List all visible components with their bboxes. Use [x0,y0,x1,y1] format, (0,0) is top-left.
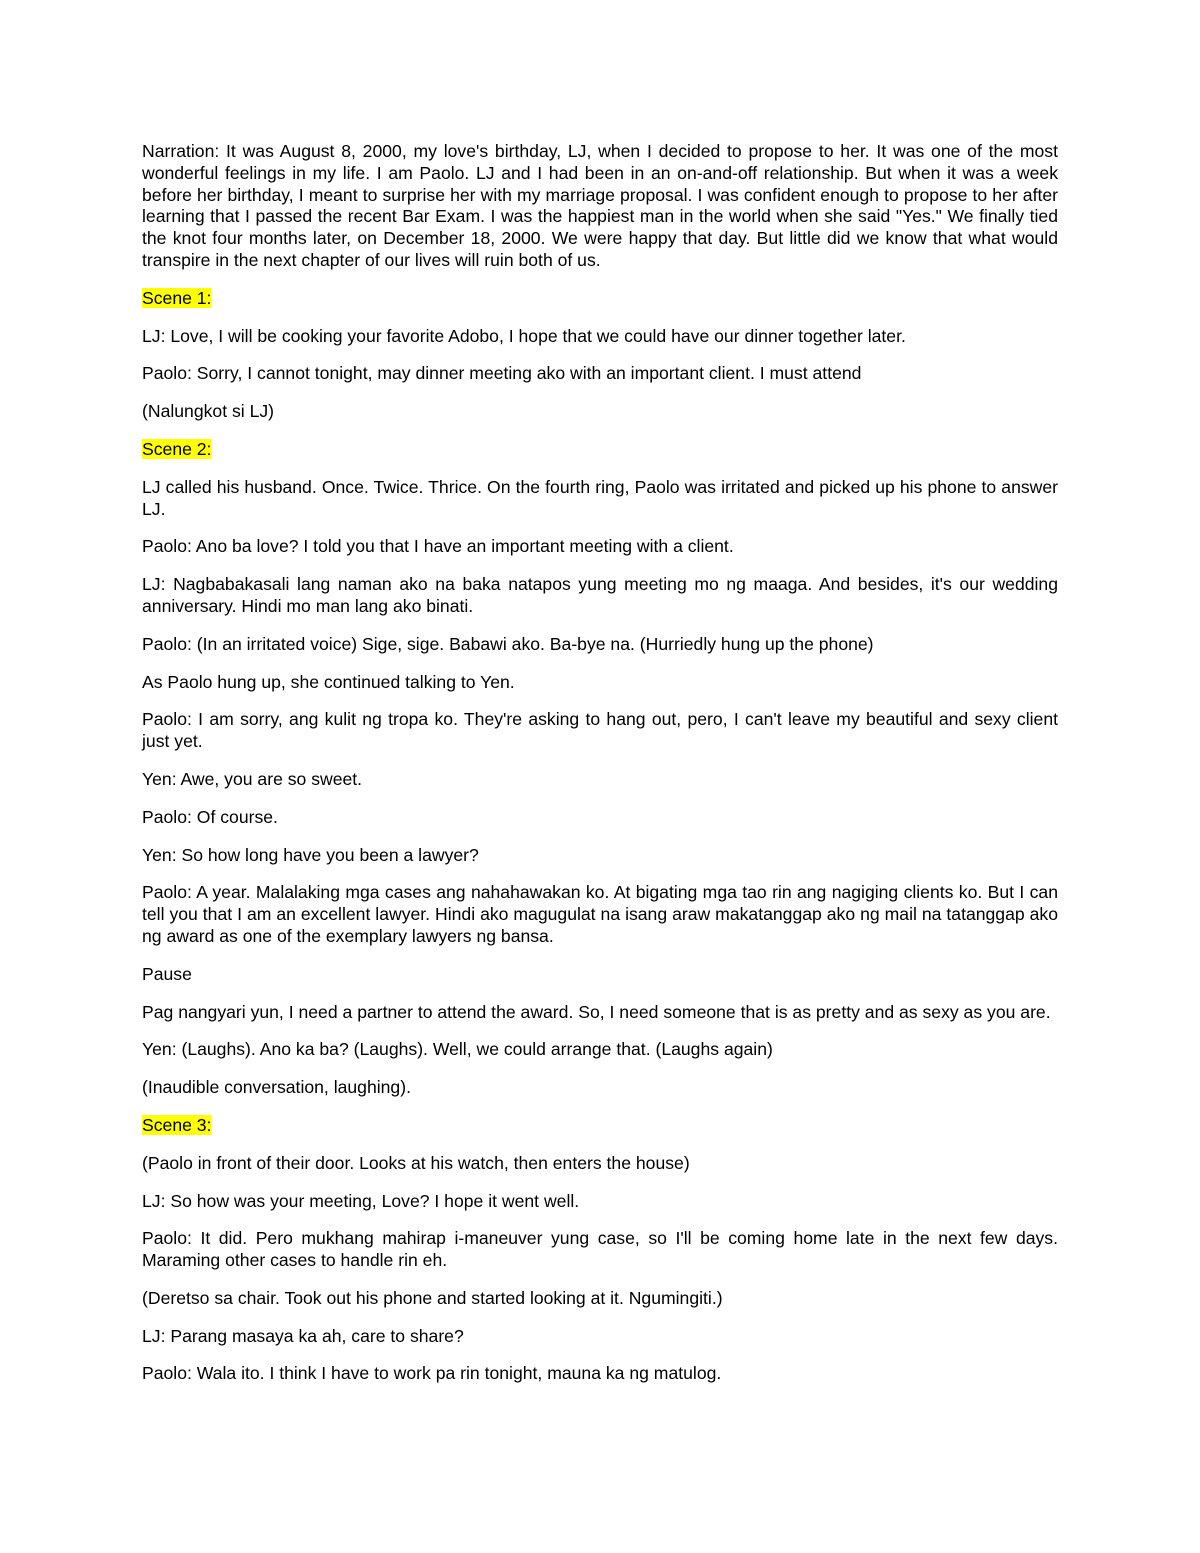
dialogue-paragraph: Yen: So how long have you been a lawyer? [142,844,479,865]
scene-heading [142,439,1058,461]
dialogue-paragraph: LJ: Love, I will be cooking your favorite Adobo, I hope that we could have our dinner together later. [142,325,906,346]
highlighted-scene-label: Scene 2: [142,438,212,459]
dialogue-paragraph: LJ called his husband. Once. Twice. Thrice. On the fourth ring, Paolo was irritated and picked up his phone to answer LJ. [142,476,1058,519]
dialogue-paragraph: Paolo: (In an irritated voice) Sige, sige. Babawi ako. Ba-bye na. (Hurriedly hung up the phone) [142,633,874,654]
dialogue-paragraph: Pause [142,963,192,984]
dialogue-paragraph: Paolo: Ano ba love? I told you that I have an important meeting with a client. [142,536,734,557]
dialogue-paragraph: Yen: Awe, you are so sweet. [142,768,363,789]
dialogue-paragraph: Paolo: I am sorry, ang kulit ng tropa ko. They're asking to hang out, pero, I can't leave my beautiful and sexy client just yet. [142,709,1058,752]
dialogue-paragraph: (Nalungkot si LJ) [142,401,275,422]
narration-paragraph: Narration: It was August 8, 2000, my love's birthday, LJ, when I decided to propose to her. It was one of the most wonderful feelings in my life. I am Paolo. LJ and I had been in an on-and-off relationship. But when it was a week before her birthday, I meant to surprise her with my marriage proposal. I was confident enough to propose to her after learning that I passed the recent Bar Exam. I was the happiest man in the world when she said "Yes." We finally tied the knot four months later, on December 18, 2000. We were happy that day. But little did we know that what would transpire in the next chapter of our lives will ruin both of us. [142,141,1058,270]
dialogue-paragraph: Paolo: Wala ito. I think I have to work pa rin tonight, mauna ka ng matulog. [142,1363,722,1384]
document-page [142,141,1058,1401]
dialogue-paragraph: LJ: So how was your meeting, Love? I hope it went well. [142,1190,580,1211]
dialogue-paragraph: (Paolo in front of their door. Looks at his watch, then enters the house) [142,1152,690,1173]
dialogue-paragraph: Paolo: Of course. [142,806,278,827]
scene-heading [142,288,1058,310]
dialogue-paragraph: (Deretso sa chair. Took out his phone and started looking at it. Ngumingiti.) [142,1287,723,1308]
dialogue-paragraph: (Inaudible conversation, laughing). [142,1077,411,1098]
dialogue-paragraph: Paolo: It did. Pero mukhang mahirap i-maneuver yung case, so I'll be coming home late in the next few days. Maraming other cases to handle rin eh. [142,1228,1058,1271]
highlighted-scene-label: Scene 3: [142,1114,212,1135]
scene-heading [142,1115,1058,1137]
dialogue-paragraph: As Paolo hung up, she continued talking to Yen. [142,671,515,692]
dialogue-paragraph: Yen: (Laughs). Ano ka ba? (Laughs). Well, we could arrange that. (Laughs again) [142,1039,773,1060]
dialogue-paragraph: Paolo: Sorry, I cannot tonight, may dinner meeting ako with an important client. I must attend [142,363,862,384]
dialogue-paragraph: Pag nangyari yun, I need a partner to attend the award. So, I need someone that is as pretty and as sexy as you are. [142,1001,1051,1022]
dialogue-paragraph: Paolo: A year. Malalaking mga cases ang nahahawakan ko. At bigating mga tao rin ang nagiging clients ko. But I can tell you that I am an excellent lawyer. Hindi ako magugulat na isang araw makatanggap ako ng mail na tatanggap ako ng award as one of the exemplary lawyers ng bansa. [142,882,1058,946]
highlighted-scene-label: Scene 1: [142,287,212,308]
dialogue-paragraph: LJ: Nagbabakasali lang naman ako na baka natapos yung meeting mo ng maaga. And besides, it's our wedding anniversary. Hindi mo man lang ako binati. [142,574,1058,616]
dialogue-paragraph: LJ: Parang masaya ka ah, care to share? [142,1325,464,1346]
